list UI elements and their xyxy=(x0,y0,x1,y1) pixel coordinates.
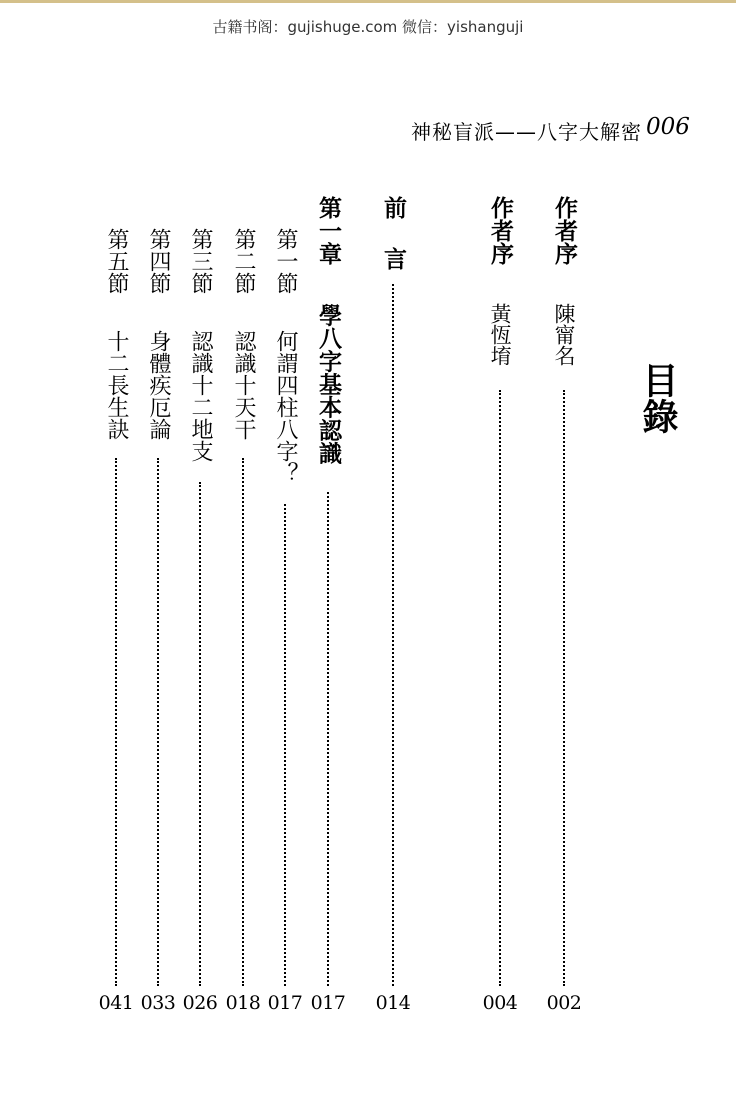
toc-entry-page: 018 xyxy=(225,992,261,1014)
toc-entry-title: 身體疾厄論 xyxy=(146,330,171,440)
toc-entry-label xyxy=(185,228,215,462)
toc-entry-label xyxy=(143,228,173,440)
toc-title: 目錄 xyxy=(637,362,678,434)
toc-entry-heading: 第三節 xyxy=(188,228,213,294)
toc-entry-foreword[interactable] xyxy=(375,196,411,1076)
toc-entry-title: 何謂四柱八字？ xyxy=(273,330,298,484)
toc-entry-title: 認識十二地支 xyxy=(188,330,213,462)
toc-entry-label xyxy=(101,228,131,440)
toc-entry-heading: 第四節 xyxy=(146,228,171,294)
toc-entry-section-2[interactable] xyxy=(225,196,261,1076)
toc-entry-page: 017 xyxy=(310,992,346,1014)
dot-leader xyxy=(242,458,244,986)
toc-entry-title: 認識十天干 xyxy=(231,330,256,440)
toc-entry-page: 026 xyxy=(182,992,218,1014)
dot-leader xyxy=(284,504,286,986)
toc-entry-page: 033 xyxy=(140,992,176,1014)
toc-entry-heading: 前言 xyxy=(380,196,406,298)
toc-entry-section-4[interactable] xyxy=(140,196,176,1076)
dot-leader xyxy=(199,482,201,986)
toc-entry-page: 041 xyxy=(98,992,134,1014)
dot-leader xyxy=(157,458,159,986)
toc-entry-title: 十二長生訣 xyxy=(104,330,129,440)
top-rule xyxy=(0,0,736,3)
toc-entry-label xyxy=(270,228,300,484)
toc-entry-section-5[interactable] xyxy=(98,196,134,1076)
toc-entry-heading: 作者序 xyxy=(487,196,513,265)
toc-entry-page: 014 xyxy=(375,992,411,1014)
toc-entry-label xyxy=(313,196,343,464)
dot-leader xyxy=(563,390,565,986)
watermark-text: 古籍书阁：gujishuge.com 微信：yishanguji xyxy=(212,18,524,36)
toc-entry-chapter-1[interactable] xyxy=(310,196,346,1076)
toc-entry-section-3[interactable] xyxy=(182,196,218,1076)
toc-entry-section-1[interactable] xyxy=(267,196,303,1076)
toc-entry-label xyxy=(228,228,258,440)
toc-entry-heading: 第二節 xyxy=(231,228,256,294)
dot-leader xyxy=(327,492,329,986)
dot-leader xyxy=(392,284,394,986)
toc-entry-heading: 第一節 xyxy=(273,228,298,294)
toc-entry-title: 學八字基本認識 xyxy=(315,303,341,465)
toc-entry-author: 黃恆堉 xyxy=(488,303,512,367)
toc-entry-heading: 第五節 xyxy=(104,228,129,294)
toc-entry-author-preface-chen[interactable] xyxy=(546,196,582,1076)
toc-entry-label xyxy=(549,196,579,366)
toc-entry-author-preface-huang[interactable] xyxy=(482,196,518,1076)
toc-entry-label xyxy=(485,196,515,366)
toc-entry-author: 陳甯名 xyxy=(552,303,576,367)
toc-entry-page: 004 xyxy=(482,992,518,1014)
toc-entry-heading: 第一章 xyxy=(315,196,341,265)
toc-entry-page: 017 xyxy=(267,992,303,1014)
page-number: 006 xyxy=(646,114,690,140)
dot-leader xyxy=(499,390,501,986)
toc-entry-heading: 作者序 xyxy=(551,196,577,265)
toc-entry-page: 002 xyxy=(546,992,582,1014)
dot-leader xyxy=(115,458,117,986)
running-header-title: 神秘盲派——八字大解密 xyxy=(411,120,642,144)
